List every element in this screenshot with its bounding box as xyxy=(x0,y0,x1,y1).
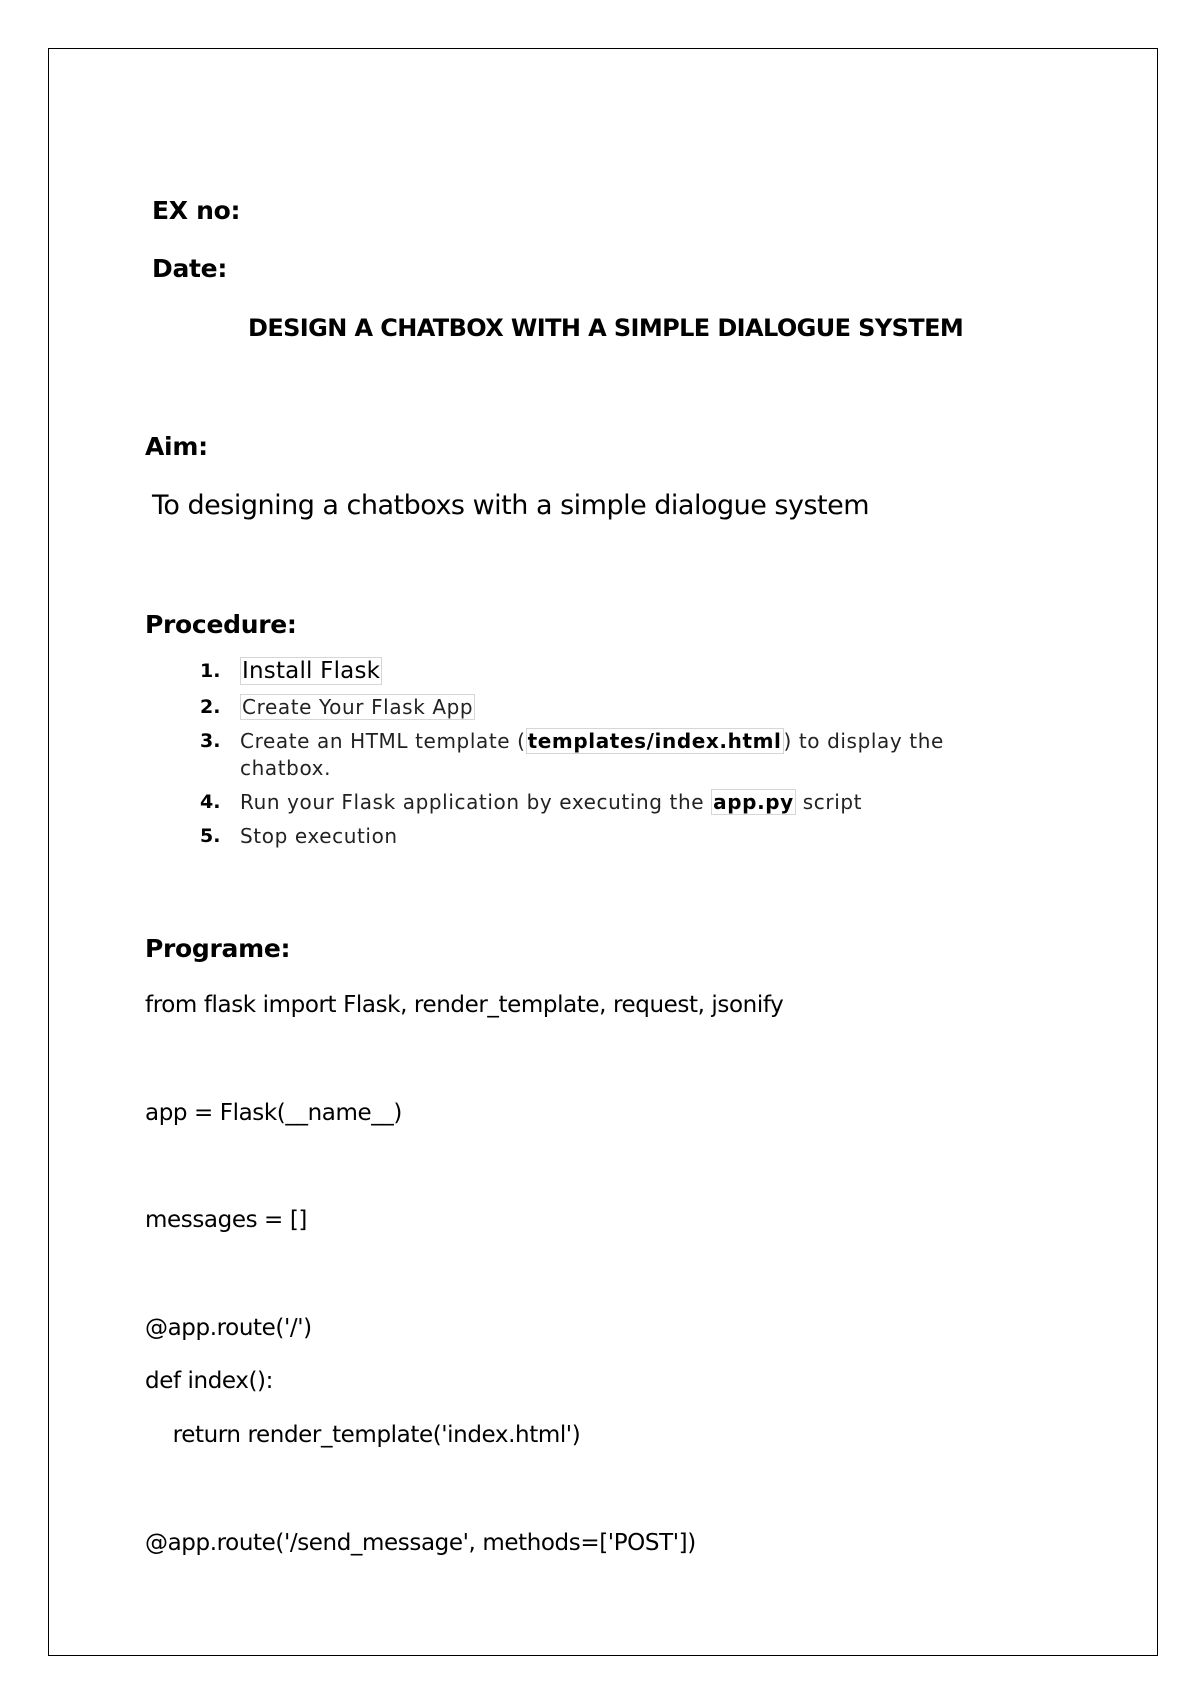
date-label: Date: xyxy=(152,254,228,283)
code-path: templates/index.html xyxy=(527,729,782,753)
code-filename: app.py xyxy=(713,790,794,814)
procedure-step xyxy=(200,789,1000,816)
code-line: app = Flask(__name__) xyxy=(145,1100,402,1126)
document-title: DESIGN A CHATBOX WITH A SIMPLE DIALOGUE SYSTEM xyxy=(248,314,964,342)
procedure-step xyxy=(200,658,1000,685)
step-number: 4. xyxy=(200,791,221,813)
procedure-list xyxy=(200,658,1000,857)
step-text: Install Flask xyxy=(242,658,381,684)
step-number: 2. xyxy=(200,696,221,718)
aim-heading: Aim: xyxy=(145,432,208,461)
code-line: from flask import Flask, render_template, request, jsonify xyxy=(145,992,784,1018)
step-number: 5. xyxy=(200,825,221,847)
aim-text: To designing a chatboxs with a simple dialogue system xyxy=(152,490,870,521)
code-line: def index(): xyxy=(145,1368,273,1394)
procedure-step xyxy=(200,728,1000,782)
step-text: Create Your Flask App xyxy=(242,695,474,719)
step-text: Stop execution xyxy=(240,824,398,848)
step-number: 1. xyxy=(200,660,221,682)
code-line: return render_template('index.html') xyxy=(145,1422,581,1448)
procedure-step xyxy=(200,823,1000,850)
ex-no-label: EX no: xyxy=(152,196,241,225)
step-text: Run your Flask application by executing the app.py script xyxy=(240,790,863,814)
procedure-heading: Procedure: xyxy=(145,610,297,639)
step-text: Create an HTML template ( templates/index.html ) to display the chatbox. xyxy=(240,729,944,780)
step-number: 3. xyxy=(200,730,221,752)
procedure-step xyxy=(200,694,1000,721)
code-line: messages = [] xyxy=(145,1207,307,1233)
program-heading: Programe: xyxy=(145,934,291,963)
code-line: @app.route('/') xyxy=(145,1315,312,1341)
code-line: @app.route('/send_message', methods=['POST']) xyxy=(145,1530,696,1556)
